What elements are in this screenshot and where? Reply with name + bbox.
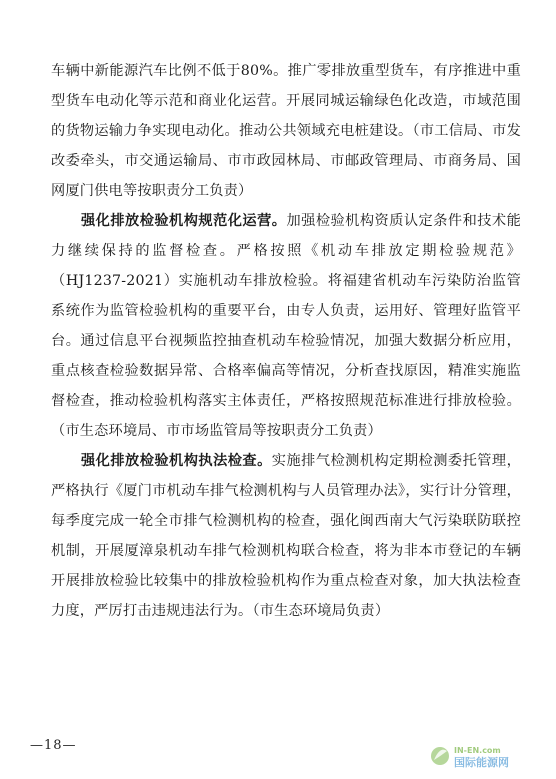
paragraph-2-heading: 强化排放检验机构规范化运营。 (81, 213, 287, 229)
paragraph-3-heading: 强化排放检验机构执法检查。 (81, 453, 272, 469)
page-number: —18— (30, 738, 77, 753)
paragraph-3 (51, 446, 521, 626)
watermark-brand-text: 国际能源网 (454, 756, 509, 769)
leaf-icon (431, 747, 449, 765)
watermark-logo (428, 741, 548, 771)
paragraph-3-body: 实施排气检测机构定期检测委托管理，严格执行《厦门市机动车排气检测机构与人员管理办法》，实行计分管理，每季度完成一轮全市排气检测机构的检查，强化闽西南大气污染联防联控机制，开展厦漳泉机动车排气检测机构联合检查，将为非本市登记的车辆开展排放检验比较集中的排放检验机构作为重点检查对象，加大执法检查力度，严厉打击违规违法行为。（市生态环境局负责） (51, 453, 521, 619)
paragraph-2 (51, 206, 521, 446)
paragraph-1: 车辆中新能源汽车比例不低于80%。推广零排放重型货车，有序推进中重型货车电动化等示范和商业化运营。开展同城运输绿色化改造，市域范围的货物运输力争实现电动化。推动公共领域充电桩建设。（市工信局、市发改委牵头，市交通运输局、市市政园林局、市邮政管理局、市商务局、国网厦门供电等按职责分工负责） (51, 63, 521, 199)
watermark-site-text: IN-EN.com (454, 746, 501, 755)
paragraph-2-body: 加强检验机构资质认定条件和技术能力继续保持的监督检查。严格按照《机动车排放定期检验规范》（HJ1237-2021）实施机动车排放检验。将福建省机动车污染防治监管系统作为监管检验机构的重要平台，由专人负责，运用好、管理好监管平台。通过信息平台视频监控抽查机动车检验情况，加强大数据分析应用，重点核查检验数据异常、合格率偏高等情况，分析查找原因，精准实施监督检查，推动检验机构落实主体责任，严格按照规范标准进行排放检验。（市生态环境局、市市场监管局等按职责分工负责） (51, 213, 521, 439)
document-body (51, 56, 521, 626)
